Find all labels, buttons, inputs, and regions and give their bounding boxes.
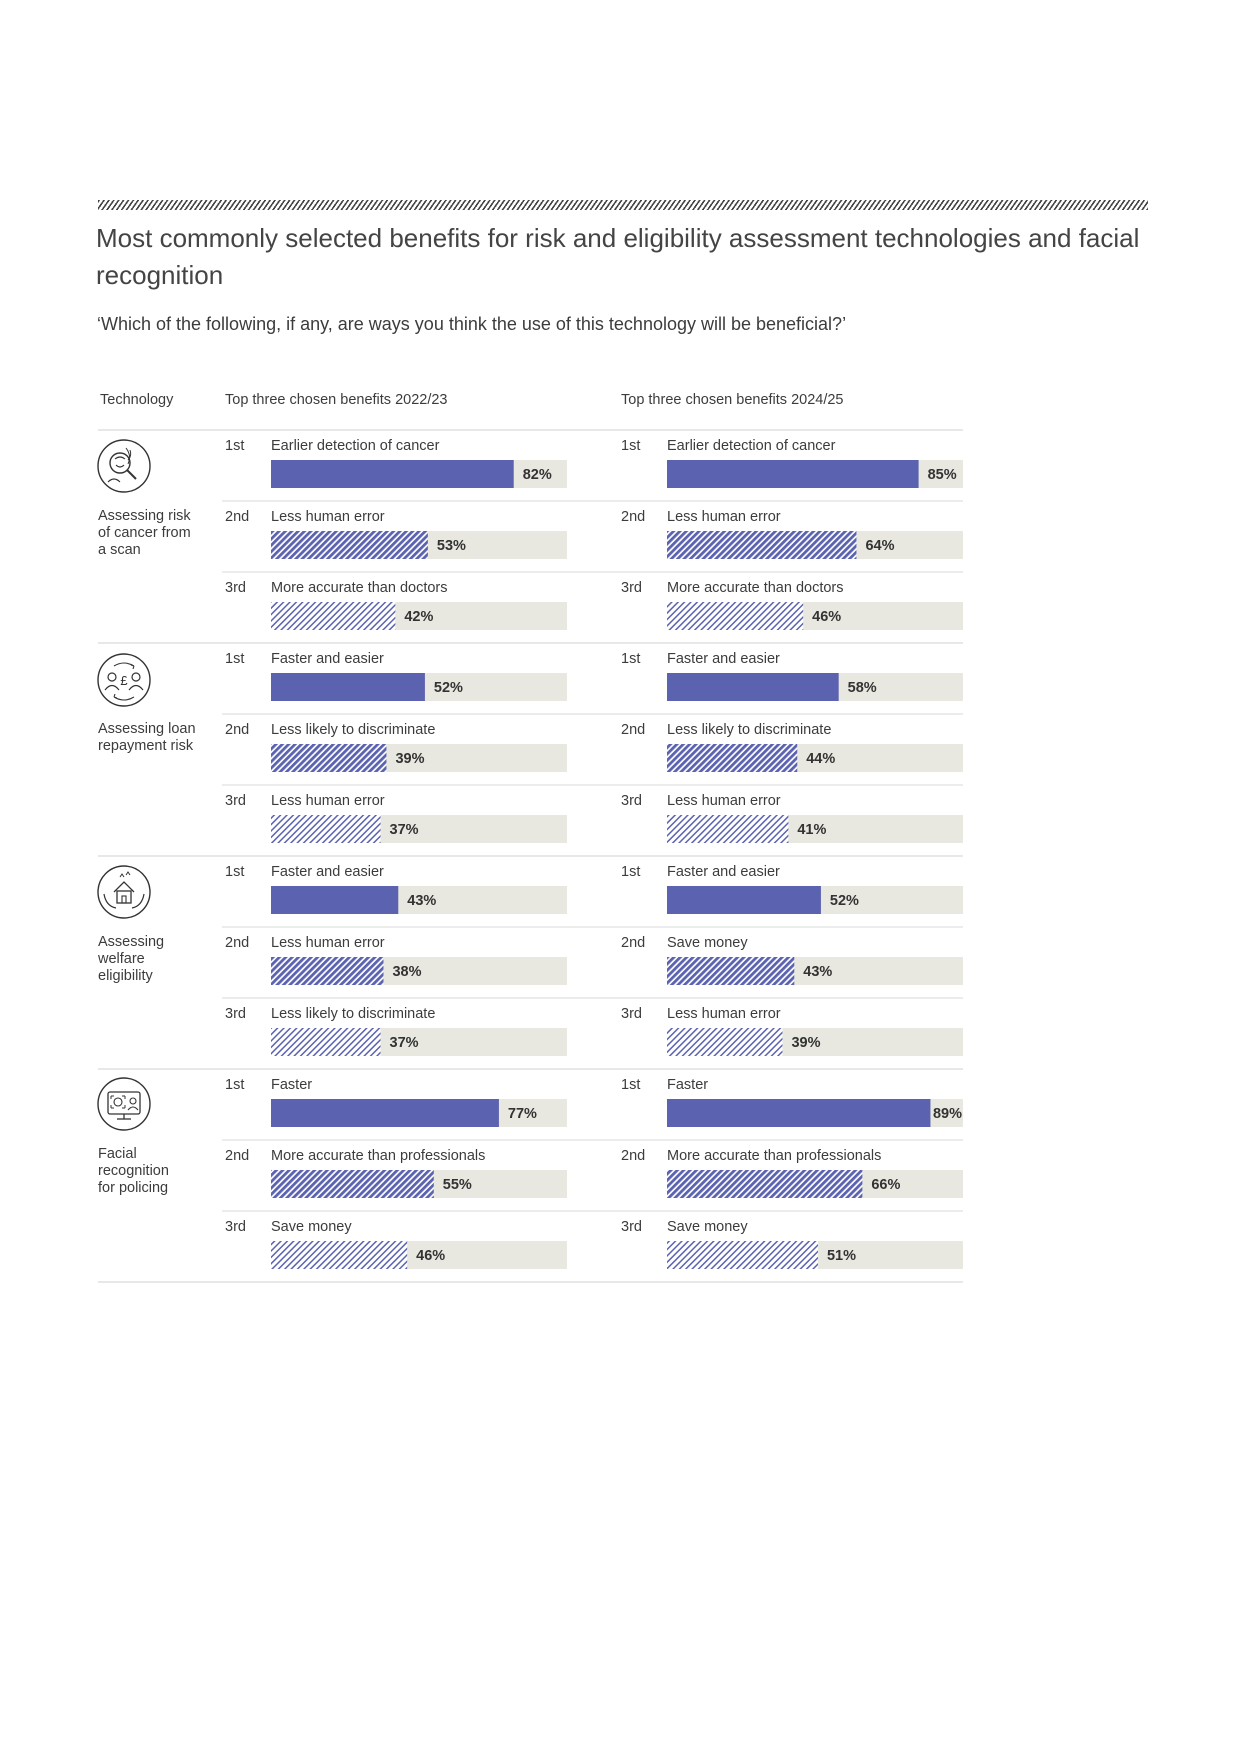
value-label: 77% [507,1106,537,1122]
benefit-label: Faster and easier [271,864,384,880]
value-label: 52% [829,893,859,909]
benefit-label: Earlier detection of cancer [667,438,836,454]
bar-b-3rd [667,1028,782,1056]
value-label: 39% [395,751,425,767]
rank-label: 1st [225,864,245,880]
benefit-label: Save money [667,1219,748,1235]
rank-label: 1st [621,864,641,880]
benefit-label: Less human error [667,1006,781,1022]
value-label: 37% [389,1035,419,1051]
value-label: 64% [865,538,895,554]
rank-label: 3rd [225,1219,246,1235]
technology-label-cancer: Assessing risk of cancer from a scan [98,508,191,558]
value-label: 66% [871,1177,901,1193]
benefit-label: Less human error [271,935,385,951]
value-label: 42% [404,609,434,625]
bar-b-1st [667,460,919,488]
value-label: 55% [442,1177,472,1193]
value-label: 44% [806,751,836,767]
benefit-label: Less likely to discriminate [271,722,436,738]
rank-label: 2nd [225,1148,250,1164]
benefit-label: Less human error [271,509,385,525]
bar-a-3rd [271,1241,407,1269]
column-header-technology: Technology [100,392,174,408]
column-header-2024-25: Top three chosen benefits 2024/25 [621,392,844,408]
benefit-label: Faster and easier [667,651,780,667]
benefit-label: Less human error [667,509,781,525]
benefit-label: Faster and easier [667,864,780,880]
benefit-label: Less likely to discriminate [667,722,832,738]
value-label: 43% [803,964,833,980]
value-label: 46% [416,1248,446,1264]
benefit-label: More accurate than doctors [271,580,448,596]
bar-b-3rd [667,602,803,630]
rank-label: 2nd [225,935,250,951]
benefit-label: Earlier detection of cancer [271,438,440,454]
rank-label: 2nd [225,509,250,525]
bar-b-1st [667,673,839,701]
bar-b-2nd [667,1170,862,1198]
benefit-label: Faster [667,1077,709,1093]
rank-label: 1st [225,438,245,454]
benefit-label: Less human error [667,793,781,809]
bar-a-2nd [271,957,383,985]
benefit-label: Save money [667,935,748,951]
rank-label: 1st [225,651,245,667]
benefit-label: Less likely to discriminate [271,1006,436,1022]
benefit-label: Faster and easier [271,651,384,667]
bar-b-2nd [667,531,856,559]
bar-a-3rd [271,1028,381,1056]
value-label: 51% [826,1248,856,1264]
bar-b-2nd [667,744,797,772]
value-label: 46% [812,609,842,625]
bar-a-2nd [271,744,386,772]
value-label: 82% [522,467,552,483]
bar-a-1st [271,1099,499,1127]
value-label: 37% [389,822,419,838]
rank-label: 1st [621,1077,641,1093]
benefit-label: Faster [271,1077,313,1093]
rank-label: 2nd [621,509,646,525]
bar-a-2nd [271,1170,434,1198]
benefit-label: More accurate than doctors [667,580,844,596]
rank-label: 3rd [621,1006,642,1022]
benefit-label: More accurate than professionals [271,1148,486,1164]
bar-a-3rd [271,815,381,843]
bar-b-2nd [667,957,794,985]
bar-b-1st [667,886,821,914]
value-label: 43% [407,893,437,909]
bar-a-1st [271,886,398,914]
value-label: 89% [932,1106,962,1122]
value-label: 58% [847,680,877,696]
bar-b-3rd [667,815,788,843]
survey-question: ‘Which of the following, if any, are ways you think the use of this technology will be beneficial?’ [97,314,847,334]
rank-label: 2nd [621,935,646,951]
rank-label: 1st [621,438,641,454]
bar-b-3rd [667,1241,818,1269]
value-label: 52% [433,680,463,696]
technology-label-welfare: Assessing welfare eligibility [98,934,165,984]
rank-label: 3rd [225,580,246,596]
bar-a-3rd [271,602,395,630]
rank-label: 2nd [621,1148,646,1164]
rank-label: 3rd [621,580,642,596]
rank-label: 3rd [621,793,642,809]
column-header-2022-23: Top three chosen benefits 2022/23 [225,392,448,408]
bar-a-1st [271,460,514,488]
value-label: 38% [392,964,422,980]
value-label: 39% [791,1035,821,1051]
value-label: 53% [436,538,466,554]
benefit-label: Save money [271,1219,352,1235]
chart-title: Most commonly selected benefits for risk and eligibility assessment technologies and facial recognition [96,223,1140,290]
value-label: 41% [797,822,827,838]
bar-a-1st [271,673,425,701]
bar-b-1st [667,1099,930,1127]
rank-label: 2nd [621,722,646,738]
rank-label: 3rd [225,1006,246,1022]
rank-label: 1st [621,651,641,667]
technology-label-loan: Assessing loan repayment risk [98,721,196,754]
benefit-label: Less human error [271,793,385,809]
rank-label: 1st [225,1077,245,1093]
benefit-label: More accurate than professionals [667,1148,882,1164]
value-label: 85% [927,467,957,483]
bar-a-2nd [271,531,428,559]
rank-label: 2nd [225,722,250,738]
rank-label: 3rd [225,793,246,809]
rank-label: 3rd [621,1219,642,1235]
svg-text:£: £ [120,673,128,688]
technology-label-facial: Facial recognition for policing [98,1146,169,1196]
